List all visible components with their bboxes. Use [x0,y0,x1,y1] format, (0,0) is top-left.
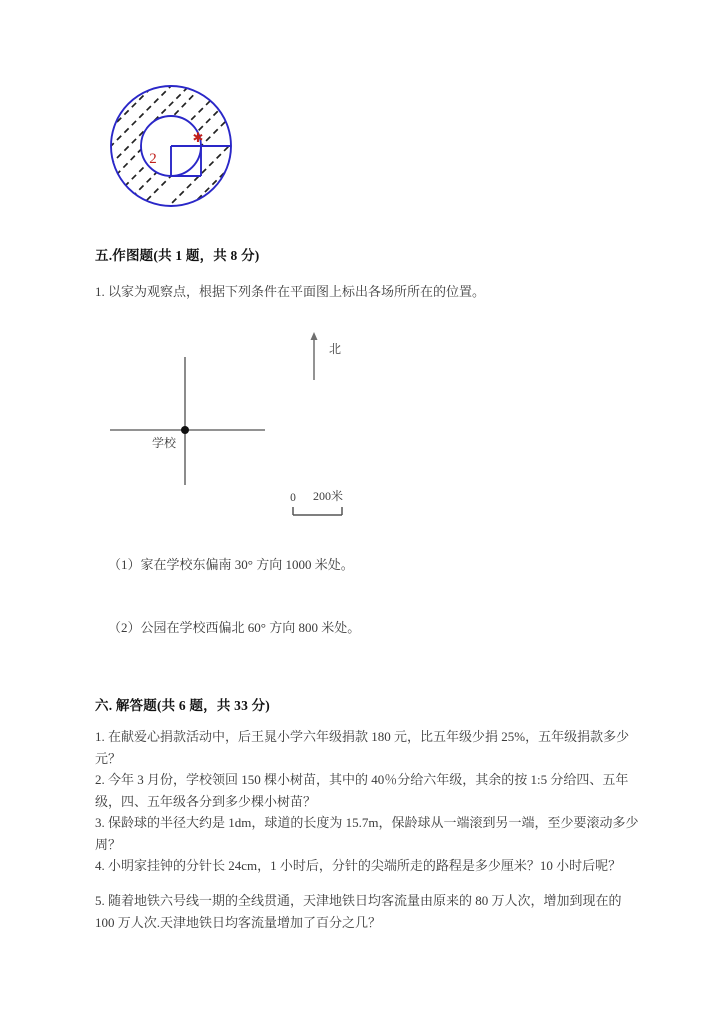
question-five-1: 1. 以家为观察点，根据下列条件在平面图上标出各场所所在的位置。 [95,284,486,299]
question-six-2: 2. 今年 3 月份，学校领回 150 棵小树苗，其中的 40％分给六年级，其余的按 1:5 分给四、五年级，四、五年级各分到多少棵小树苗？ [95,772,629,809]
annulus-inner-label: 2 [149,151,157,167]
section-heading-six: 六. 解答题(共 6 题，共 33 分) [95,698,270,713]
north-label: 北 [329,342,342,356]
origin-label: 学校 [151,436,177,450]
north-arrow-head-icon [311,332,318,340]
question-six-5: 5. 随着地铁六号线一期的全线贯通，天津地铁日均客流量由原来的 80 万人次，增加到现在的 100 万人次.天津地铁日均客流量增加了百分之几？ [95,893,622,930]
question-six-4: 4. 小明家挂钟的分针长 24cm，1 小时后，分针的尖端所走的路程是多少厘米？10 小时后呢？ [95,858,622,873]
section-heading-five: 五.作图题(共 1 题，共 8 分) [95,248,260,263]
scale-value-label: 200米 [312,489,344,503]
star-mark-icon: ✱ [192,131,204,146]
sub-question-2: （2）公园在学校西偏北 60° 方向 800 米处。 [108,620,361,635]
question-six-3: 3. 保龄球的半径大约是 1dm，球道的长度为 15.7m，保龄球从一端滚到另一端，至少要滚动多少周？ [95,815,639,852]
position-plan-figure [110,325,410,525]
scale-zero-label: 0 [290,492,296,504]
origin-dot [181,426,189,434]
question-six-1: 1. 在献爱心捐款活动中，后王晁小学六年级捐款 180 元，比五年级少捐 25%，五年级捐款多少元？ [95,729,630,766]
sub-question-1: （1）家在学校东偏南 30° 方向 1000 米处。 [108,557,354,572]
annulus-figure [105,80,237,212]
